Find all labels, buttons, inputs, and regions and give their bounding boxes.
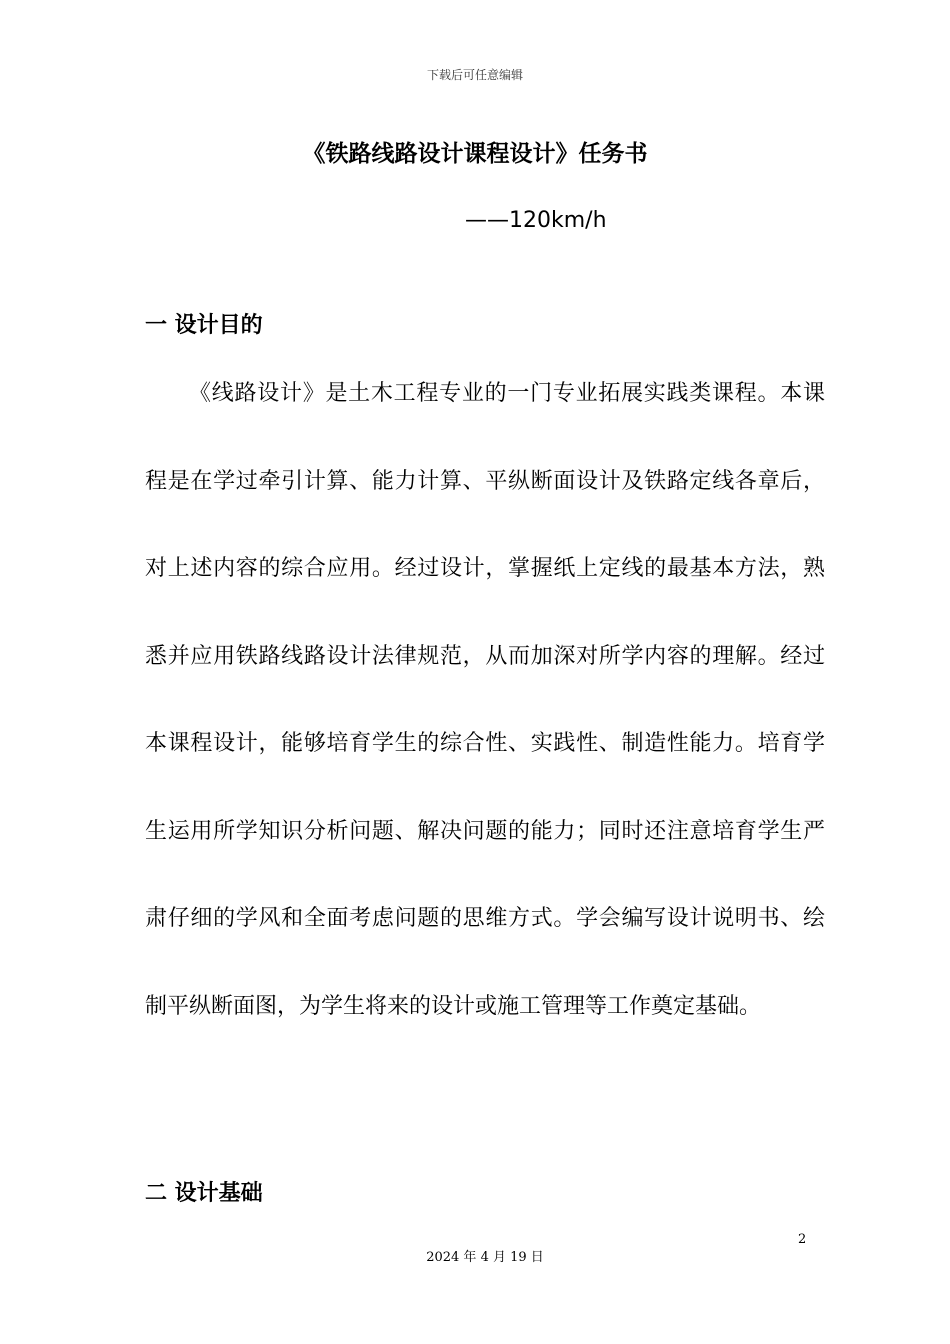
document-subtitle: ——120km/h (465, 208, 607, 233)
document-title: 《铁路线路设计课程设计》任务书 (302, 141, 648, 167)
section-paragraph-purpose: 《线路设计》是土木工程专业的一门专业拓展实践类课程。本课程是在学过牵引计算、能力计算、平纵断面设计及铁路定线各章后，对上述内容的综合应用。经过设计，掌握纸上定线的最基本方法，熟悉并应用铁路线路设计法律规范，从而加深对所学内容的理解。经过本课程设计，能够培育学生的综合性、实践性、制造性能力。培育学生运用所学知识分析问题、解决问题的能力；同时还注意培育学生严肃仔细的学风和全面考虑问题的思维方式。学会编写设计说明书、绘制平纵断面图，为学生将来的设计或施工管理等工作奠定基础。 (145, 381, 825, 1019)
section-heading-purpose: 一 设计目的 (145, 313, 263, 338)
page-number: 2 (798, 1232, 807, 1247)
footer-date: 2024 年 4 月 19 日 (426, 1250, 544, 1265)
section-heading-basis: 二 设计基础 (145, 1181, 263, 1206)
page-header-note: 下载后可任意编辑 (426, 68, 523, 82)
